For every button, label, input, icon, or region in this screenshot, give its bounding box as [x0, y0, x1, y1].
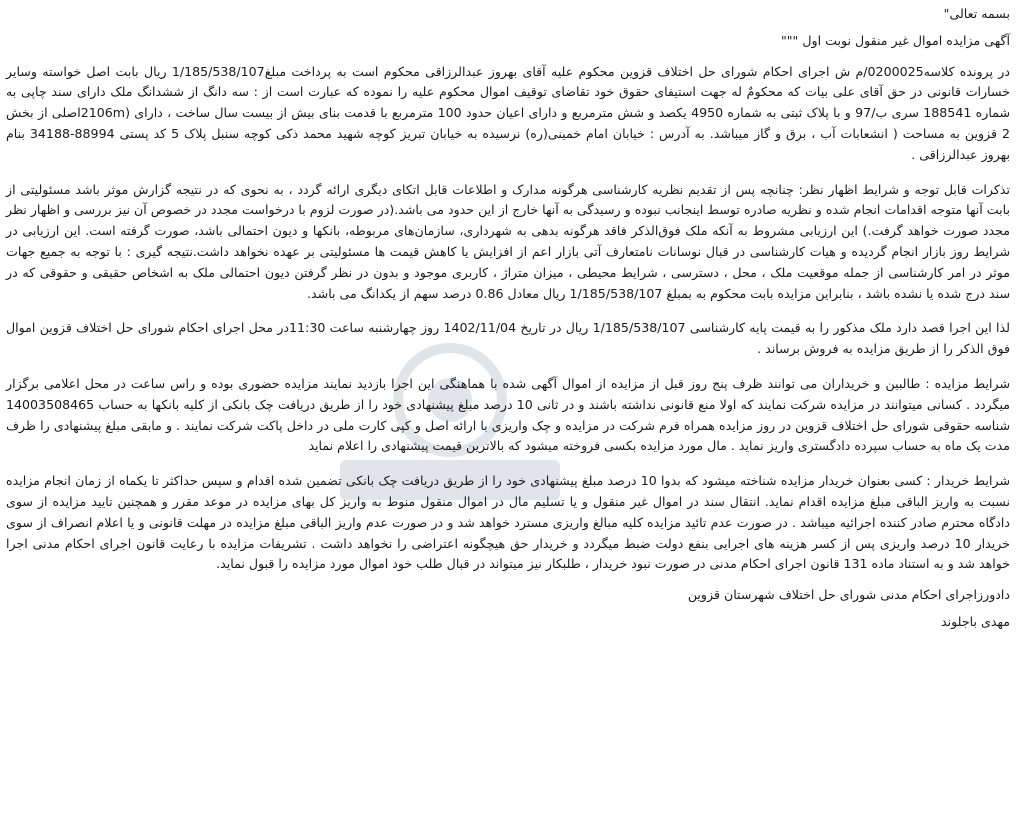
- expert-notes-paragraph: تذکرات قابل توجه و شرایط اظهار نظر: چنانچه پس از تقدیم نظریه کارشناسی هرگونه مدارک و اطلاعات قابل اتکای دیگری ارائه گردد ، به نحوی که در نتیجه گزارش موثر باشد مسئولیتی از بابت آنها متوجه اقدامات انجام شده و نظریه صادره توسط اینجانب نبوده و رسیدگی به آنها خارج از این حدود می باشد.(در صورت لزوم با درخواست مجدد در خصوص آن نیز بررسی و اظهار نظر مجدد صورت خواهد گرفت.) این ارزیابی مشروط به آنکه ملک فوق‌الذکر فاقد هرگونه بدهی به شهرداری، سازمان‌های مربوطه، بانکها و دیون احتمالی باشد، صورت گرفته است. این ارزیابی در شرایط روز بازار انجام گردیده و هیات کارشناسی در قبال نوسانات نامتعارف آتی بازار اعم از افزایش یا کاهش قیمت ها مسئولیتی بر عهده نخواهد داشت.نتیجه گیری : با توجه به جمیع جهات موثر در امر کارشناسی از جمله موقعیت ملک ، محل ، دسترسی ، شرایط محیطی ، میزان متراژ ، کاربری موجود و بدون در نظر گرفتن دیون احتمالی ملک به اشخاص حقیقی و حقوقی که در سند درج شده یا نشده باشد ، بنابراین مزایده بابت محکوم به بمبلغ 1/185/538/107 ریال معادل 0.86 درصد سهم از یکدانگ می باشد.: [6, 181, 1010, 301]
- case-details-paragraph: در پرونده کلاسه0200025/م ش اجرای احکام شورای حل اختلاف قزوین محکوم علیه آقای بهروز عبدالرزاقی محکوم است به پرداخت مبلغ1/185/538/107 ریال بابت اصل خواسته وسایر خسارات قانونی در حق آقای علی بیات که محکومٌ له جهت استیفای حقوق خود تقاضای توقیف اموال محکوم علیه را نموده که عبارت است از : سه دانگ از ششدانگ ملک دارای سند چاپی به شماره 188541 سری ب/97 و با پلاک ثبتی به شماره 4950 یکصد و شش مترمربع و دارای اعیان حدود 100 مترمربع با قدمت بنای بیش از بیست سال ساخت ، دارای (2106mاصلی از بخش 2 قزوین به مساحت ( انشعابات آب ، برق و گاز میباشد. به آدرس : خیابان امام خمینی(ره) نرسیده به خیابان تبریز کوچه شهید محمد ذکی کوچه سنبل پلاک 5 کد پستی 88994-34188 بنام بهروز عبدالرزاقی .: [6, 63, 1010, 162]
- signature-office: دادورزاجرای احکام مدنی شورای حل اختلاف شهرستان قزوین: [687, 587, 1010, 603]
- auction-notice-document: [6, 4, 1010, 633]
- signature-name: مهدی باجلوند: [941, 613, 1010, 629]
- notice-heading: آگهی مزایده اموال غیر منقول نوبت اول """: [780, 32, 1010, 48]
- auction-conditions-paragraph: شرایط مزایده : طالبین و خریداران می توانند ظرف پنج روز قبل از مزایده از اموال آگهی شده با هماهنگی این اجرا بازدید نمایند مزایده حضوری بوده و راس ساعت در محل اعلامی برگزار میگردد . کسانی میتوانند در مزایده شرکت نمایند که اولا منع قانونی نداشته باشند و در ثانی 10 درصد مبلغ پیشنهادی خود را از طریق دریافت چک بانکی از کلیه بانکها به حساب 14003508465 شناسه حقوقی شورای حل اختلاف قزوین در روز مزایده همراه فرم شرکت در مزایده و چک واریزی با ارائه اصل و کپی کارت ملی در داخل پاکت شرکت نمایند . و مابقی مبلغ پیشنهادی را ظرف مدت یک ماه به حساب سپرده دادگستری واریز نماید . مال مورد مزایده بکسی فروخته میشود که بالاترین قیمت پیشنهادی را اعلام نماید: [6, 375, 1011, 454]
- document-title: بسمه تعالی": [943, 6, 1010, 21]
- buyer-conditions-paragraph: شرایط خریدار : کسی بعنوان خریدار مزایده شناخته میشود که بدوا 10 درصد مبلغ پیشنهادی خود را از طریق دریافت چک بانکی تضمین شده اقدام و سپس حداکثر تا یکماه از زمان انجام مزایده نسبت به واریز الباقی مبلغ مزایده اقدام نماید. انتقال سند در اموال غیر منقول و یا تسلیم مال در اموال منقول منوط به واریز کل بهای مزایده در موعد مقرر و همچنین تایید مزایده از سوی دادگاه محترم صادر کننده اجرائیه میباشد . در صورت عدم تائید مزایده کلیه مبالغ واریزی مسترد خواهد شد و در صورت عدم واریز الباقی مبلغ مزایده در مهلت قانونی و یا اعلام انصراف از سوی خریدار 10 درصد واریزی پس از کسر هزینه های اجرایی بنفع دولت ضبط میگردد و خریدار حق هیچگونه اعتراضی را نخواهد داشت . تشریفات مزایده با رعایت قانون اجرای احکام مدنی اجرا خواهد شد و به استناد ماده 131 قانون اجرای احکام مدنی در صورت نبود خریدار ، طلبکار نیز میتواند در قبال طلب خود اموال مورد مزایده را قبول نماید.: [6, 473, 1011, 572]
- auction-date-paragraph: لذا این اجرا قصد دارد ملک مذکور را به قیمت پایه کارشناسی 1/185/538/107 ریال در تاریخ 1402/11/04 روز چهارشنبه ساعت 11:30در محل اجرای احکام شورای حل اختلاف قزوین اموال فوق الذکر را از طریق مزایده به فروش برساند .: [6, 320, 1010, 357]
